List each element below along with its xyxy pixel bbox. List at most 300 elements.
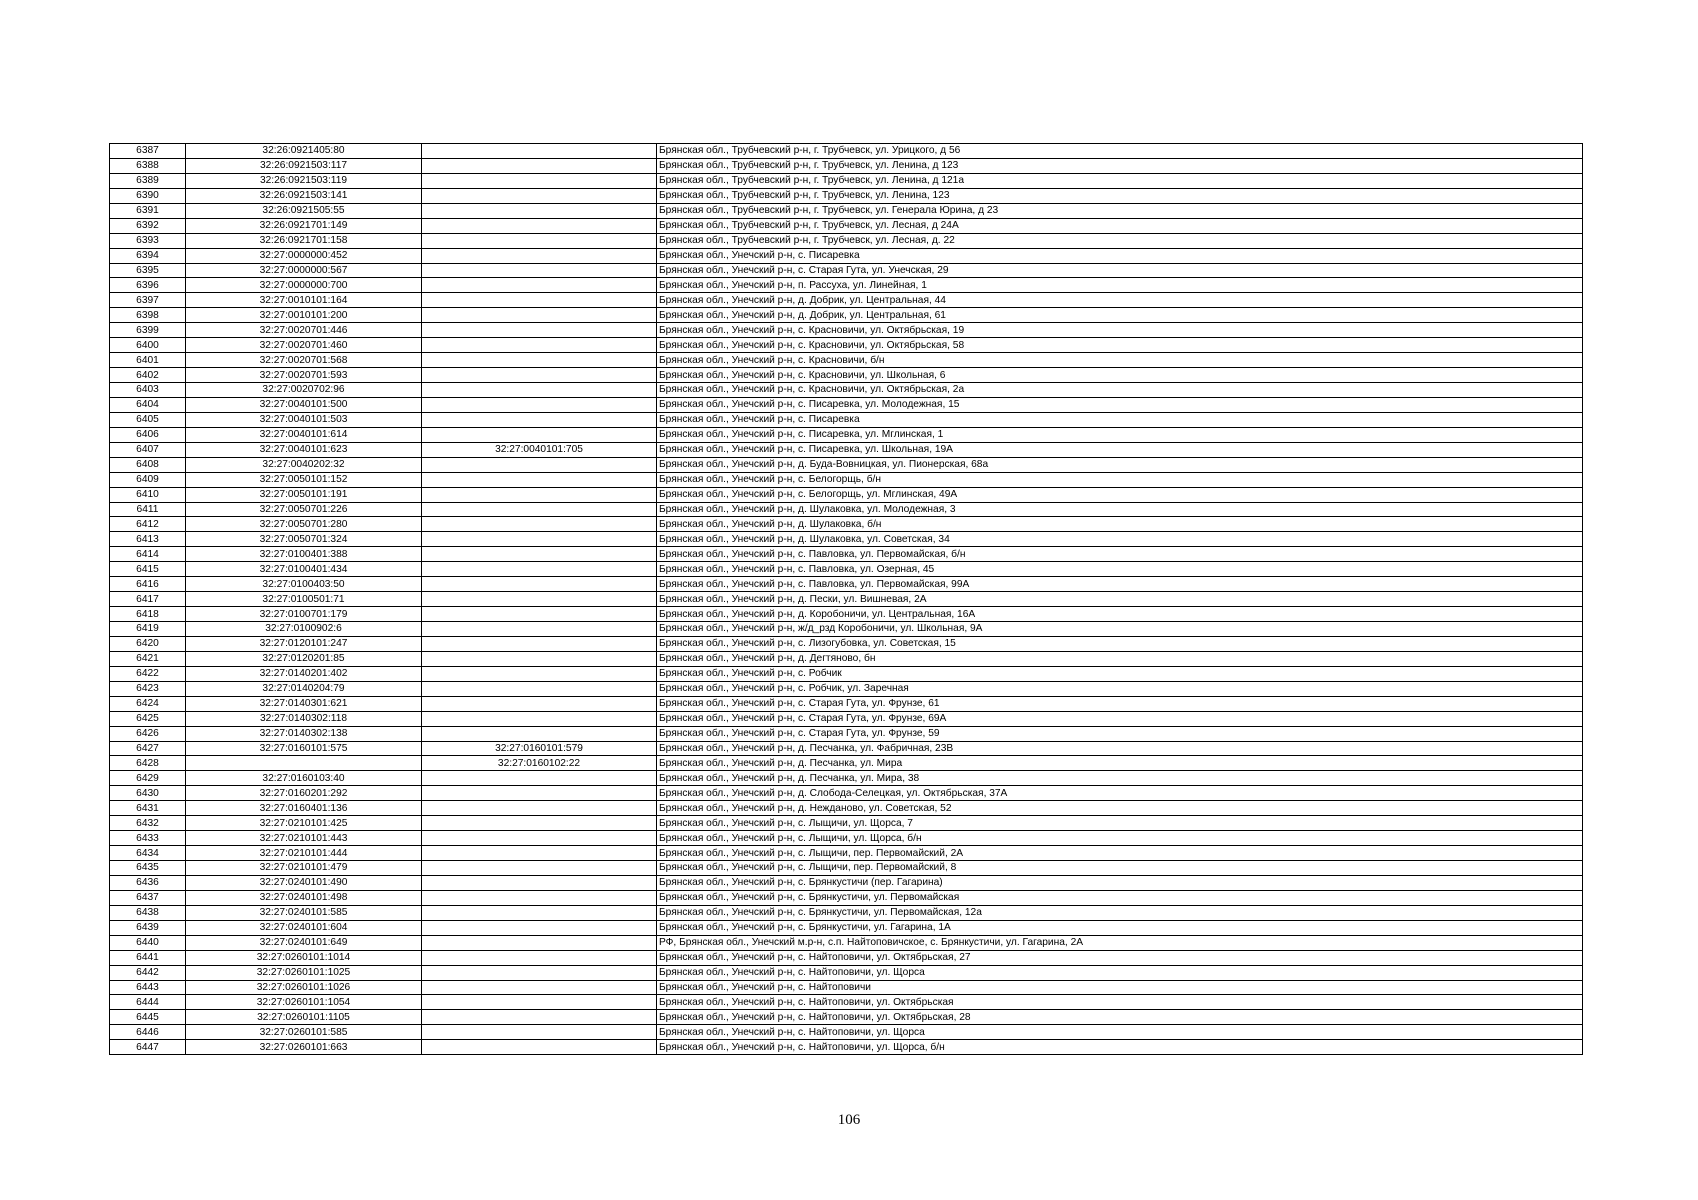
cadastral-number: 32:27:0210101:444 (186, 846, 422, 861)
table-row (110, 173, 1583, 188)
related-cadastral-number (422, 607, 657, 622)
row-number: 6426 (110, 726, 186, 741)
row-number: 6418 (110, 607, 186, 622)
row-number: 6398 (110, 308, 186, 323)
related-cadastral-number (422, 846, 657, 861)
row-number: 6395 (110, 263, 186, 278)
cadastral-number: 32:27:0120101:247 (186, 636, 422, 651)
table-row (110, 1010, 1583, 1025)
address: Брянская обл., Унечский р-н, д. Добрик, ул. Центральная, 44 (657, 293, 1583, 308)
row-number: 6413 (110, 532, 186, 547)
table-row (110, 905, 1583, 920)
address: Брянская обл., Унечский р-н, д. Буда-Вовницкая, ул. Пионерская, 68а (657, 457, 1583, 472)
related-cadastral-number (422, 383, 657, 398)
cadastral-number: 32:27:0100401:434 (186, 562, 422, 577)
cadastral-number: 32:27:0000000:700 (186, 278, 422, 293)
cadastral-number: 32:27:0050101:191 (186, 487, 422, 502)
cadastral-number: 32:27:0040202:32 (186, 457, 422, 472)
table-row (110, 308, 1583, 323)
cadastral-number: 32:27:0100401:388 (186, 547, 422, 562)
row-number: 6391 (110, 203, 186, 218)
related-cadastral-number (422, 905, 657, 920)
related-cadastral-number (422, 786, 657, 801)
table-row (110, 950, 1583, 965)
row-number: 6444 (110, 995, 186, 1010)
address: Брянская обл., Унечский р-н, с. Красновичи, ул. Октябрьская, 19 (657, 323, 1583, 338)
related-cadastral-number (422, 1040, 657, 1055)
cadastral-number: 32:27:0000000:452 (186, 248, 422, 263)
address: Брянская обл., Унечский р-н, с. Писаревка, ул. Школьная, 19А (657, 442, 1583, 457)
address: Брянская обл., Унечский р-н, с. Лизогубовка, ул. Советская, 15 (657, 636, 1583, 651)
cadastral-number: 32:27:0040101:614 (186, 427, 422, 442)
table-row (110, 741, 1583, 756)
cadastral-number: 32:27:0140302:138 (186, 726, 422, 741)
row-number: 6422 (110, 666, 186, 681)
table-row (110, 532, 1583, 547)
row-number: 6432 (110, 816, 186, 831)
table-row (110, 935, 1583, 950)
address: Брянская обл., Унечский р-н, д. Пески, ул. Вишневая, 2А (657, 592, 1583, 607)
related-cadastral-number (422, 248, 657, 263)
table-row (110, 801, 1583, 816)
address: РФ, Брянская обл., Унечский м.р-н, с.п. Найтоповичское, с. Брянкустичи, ул. Гагарина, 2А (657, 935, 1583, 950)
row-number: 6396 (110, 278, 186, 293)
address: Брянская обл., Унечский р-н, д. Песчанка, ул. Мира (657, 756, 1583, 771)
table-row (110, 726, 1583, 741)
table-row (110, 547, 1583, 562)
row-number: 6388 (110, 158, 186, 173)
address: Брянская обл., Унечский р-н, с. Лыщичи, ул. Щорса, 7 (657, 816, 1583, 831)
table-row (110, 681, 1583, 696)
related-cadastral-number (422, 517, 657, 532)
cadastral-number: 32:27:0020701:593 (186, 368, 422, 383)
table-row (110, 368, 1583, 383)
address: Брянская обл., Унечский р-н, с. Робчик (657, 666, 1583, 681)
row-number: 6440 (110, 935, 186, 950)
table-row (110, 771, 1583, 786)
table-row (110, 995, 1583, 1010)
address: Брянская обл., Унечский р-н, д. Песчанка, ул. Фабричная, 23В (657, 741, 1583, 756)
table-row (110, 144, 1583, 159)
cadastral-number: 32:26:0921503:141 (186, 188, 422, 203)
table-row (110, 636, 1583, 651)
table-row (110, 487, 1583, 502)
table-row (110, 786, 1583, 801)
cadastral-number: 32:27:0210101:425 (186, 816, 422, 831)
table-row (110, 158, 1583, 173)
cadastral-number: 32:27:0010101:164 (186, 293, 422, 308)
row-number: 6412 (110, 517, 186, 532)
cadastral-number (186, 756, 422, 771)
cadastral-number: 32:27:0260101:1025 (186, 965, 422, 980)
address: Брянская обл., Трубчевский р-н, г. Трубчевск, ул. Урицкого, д 56 (657, 144, 1583, 159)
cadastral-number: 32:27:0160101:575 (186, 741, 422, 756)
row-number: 6416 (110, 577, 186, 592)
row-number: 6415 (110, 562, 186, 577)
related-cadastral-number (422, 1025, 657, 1040)
address: Брянская обл., Унечский р-н, с. Красновичи, б/н (657, 353, 1583, 368)
table-row (110, 861, 1583, 876)
cadastral-number: 32:26:0921701:158 (186, 233, 422, 248)
cadastral-number: 32:27:0040101:503 (186, 412, 422, 427)
table-row (110, 756, 1583, 771)
address: Брянская обл., Унечский р-н, с. Брянкустичи, ул. Гагарина, 1А (657, 920, 1583, 935)
related-cadastral-number (422, 816, 657, 831)
address: Брянская обл., Унечский р-н, д. Слобода-Селецкая, ул. Октябрьская, 37А (657, 786, 1583, 801)
cadastral-number: 32:27:0000000:567 (186, 263, 422, 278)
related-cadastral-number (422, 502, 657, 517)
cadastral-number: 32:27:0260101:1105 (186, 1010, 422, 1025)
cadastral-number: 32:27:0240101:498 (186, 890, 422, 905)
row-number: 6387 (110, 144, 186, 159)
address: Брянская обл., Унечский р-н, с. Найтоповичи, ул. Октябрьская, 28 (657, 1010, 1583, 1025)
row-number: 6447 (110, 1040, 186, 1055)
cadastral-number: 32:27:0100701:179 (186, 607, 422, 622)
cadastral-number: 32:27:0010101:200 (186, 308, 422, 323)
address: Брянская обл., Унечский р-н, с. Павловка, ул. Озерная, 45 (657, 562, 1583, 577)
row-number: 6421 (110, 651, 186, 666)
cadastral-number: 32:26:0921505:55 (186, 203, 422, 218)
address: Брянская обл., Унечский р-н, д. Шулаковка, ул. Молодежная, 3 (657, 502, 1583, 517)
address: Брянская обл., Унечский р-н, д. Шулаковка, б/н (657, 517, 1583, 532)
cadastral-number: 32:27:0240101:604 (186, 920, 422, 935)
address: Брянская обл., Унечский р-н, д. Песчанка, ул. Мира, 38 (657, 771, 1583, 786)
cadastral-number: 32:27:0120201:85 (186, 651, 422, 666)
related-cadastral-number (422, 323, 657, 338)
table-row (110, 875, 1583, 890)
cadastral-number: 32:27:0100501:71 (186, 592, 422, 607)
cadastral-number: 32:27:0210101:443 (186, 831, 422, 846)
row-number: 6434 (110, 846, 186, 861)
related-cadastral-number (422, 726, 657, 741)
table-row (110, 457, 1583, 472)
table-row (110, 397, 1583, 412)
cadastral-number: 32:27:0210101:479 (186, 861, 422, 876)
address: Брянская обл., Унечский р-н, с. Старая Гута, ул. Фрунзе, 69А (657, 711, 1583, 726)
related-cadastral-number (422, 666, 657, 681)
row-number: 6406 (110, 427, 186, 442)
table-row (110, 412, 1583, 427)
related-cadastral-number (422, 935, 657, 950)
table-row (110, 980, 1583, 995)
cadastral-number: 32:27:0160401:136 (186, 801, 422, 816)
related-cadastral-number (422, 278, 657, 293)
table-row (110, 218, 1583, 233)
row-number: 6423 (110, 681, 186, 696)
row-number: 6410 (110, 487, 186, 502)
related-cadastral-number (422, 173, 657, 188)
cadastral-number: 32:27:0050701:226 (186, 502, 422, 517)
table-row (110, 1040, 1583, 1055)
row-number: 6445 (110, 1010, 186, 1025)
table-row (110, 607, 1583, 622)
address: Брянская обл., Трубчевский р-н, г. Трубчевск, ул. Ленина, 123 (657, 188, 1583, 203)
address: Брянская обл., Унечский р-н, с. Лыщичи, пер. Первомайский, 8 (657, 861, 1583, 876)
related-cadastral-number (422, 547, 657, 562)
cadastral-number: 32:26:0921503:117 (186, 158, 422, 173)
address: Брянская обл., Унечский р-н, с. Павловка, ул. Первомайская, б/н (657, 547, 1583, 562)
related-cadastral-number (422, 651, 657, 666)
related-cadastral-number (422, 308, 657, 323)
row-number: 6435 (110, 861, 186, 876)
address: Брянская обл., Унечский р-н, с. Писаревка (657, 412, 1583, 427)
related-cadastral-number (422, 995, 657, 1010)
table-row (110, 666, 1583, 681)
address: Брянская обл., Унечский р-н, д. Дегтяново, бн (657, 651, 1583, 666)
related-cadastral-number (422, 427, 657, 442)
table-row (110, 338, 1583, 353)
address: Брянская обл., Унечский р-н, ж/д_рзд Коробоничи, ул. Школьная, 9А (657, 622, 1583, 637)
related-cadastral-number (422, 144, 657, 159)
table-row (110, 965, 1583, 980)
address: Брянская обл., Унечский р-н, с. Старая Гута, ул. Фрунзе, 61 (657, 696, 1583, 711)
cadastral-number: 32:27:0160103:40 (186, 771, 422, 786)
address: Брянская обл., Унечский р-н, с. Найтоповичи, ул. Щорса (657, 965, 1583, 980)
related-cadastral-number (422, 158, 657, 173)
related-cadastral-number (422, 412, 657, 427)
address: Брянская обл., Унечский р-н, с. Лыщичи, пер. Первомайский, 2А (657, 846, 1583, 861)
table-row (110, 816, 1583, 831)
row-number: 6441 (110, 950, 186, 965)
table-row (110, 622, 1583, 637)
row-number: 6399 (110, 323, 186, 338)
table-row (110, 427, 1583, 442)
table-row (110, 890, 1583, 905)
address: Брянская обл., Унечский р-н, с. Найтоповичи, ул. Октябрьская, 27 (657, 950, 1583, 965)
address: Брянская обл., Унечский р-н, с. Найтоповичи, ул. Щорса (657, 1025, 1583, 1040)
row-number: 6428 (110, 756, 186, 771)
cadastral-number: 32:27:0050701:324 (186, 532, 422, 547)
row-number: 6429 (110, 771, 186, 786)
address: Брянская обл., Унечский р-н, с. Красновичи, ул. Октябрьская, 58 (657, 338, 1583, 353)
table-row (110, 831, 1583, 846)
table-row (110, 577, 1583, 592)
related-cadastral-number (422, 831, 657, 846)
row-number: 6420 (110, 636, 186, 651)
row-number: 6402 (110, 368, 186, 383)
property-table-body (110, 144, 1583, 1055)
address: Брянская обл., Унечский р-н, с. Найтоповичи, ул. Октябрьская (657, 995, 1583, 1010)
cadastral-number: 32:27:0260101:663 (186, 1040, 422, 1055)
related-cadastral-number (422, 801, 657, 816)
row-number: 6397 (110, 293, 186, 308)
related-cadastral-number: 32:27:0160102:22 (422, 756, 657, 771)
table-row (110, 562, 1583, 577)
address: Брянская обл., Трубчевский р-н, г. Трубчевск, ул. Генерала Юрина, д 23 (657, 203, 1583, 218)
related-cadastral-number (422, 681, 657, 696)
related-cadastral-number (422, 338, 657, 353)
row-number: 6442 (110, 965, 186, 980)
cadastral-number: 32:27:0100403:50 (186, 577, 422, 592)
cadastral-number: 32:27:0040101:623 (186, 442, 422, 457)
address: Брянская обл., Унечский р-н, с. Найтоповичи (657, 980, 1583, 995)
row-number: 6424 (110, 696, 186, 711)
row-number: 6439 (110, 920, 186, 935)
address: Брянская обл., Унечский р-н, с. Писаревка, ул. Мглинская, 1 (657, 427, 1583, 442)
row-number: 6433 (110, 831, 186, 846)
cadastral-number: 32:27:0040101:500 (186, 397, 422, 412)
related-cadastral-number: 32:27:0160101:579 (422, 741, 657, 756)
address: Брянская обл., Трубчевский р-н, г. Трубчевск, ул. Ленина, д 123 (657, 158, 1583, 173)
table-row (110, 472, 1583, 487)
address: Брянская обл., Унечский р-н, с. Белогорщь, ул. Мглинская, 49А (657, 487, 1583, 502)
related-cadastral-number (422, 218, 657, 233)
address: Брянская обл., Унечский р-н, п. Рассуха, ул. Линейная, 1 (657, 278, 1583, 293)
address: Брянская обл., Унечский р-н, с. Робчик, ул. Заречная (657, 681, 1583, 696)
address: Брянская обл., Унечский р-н, с. Красновичи, ул. Октябрьская, 2а (657, 383, 1583, 398)
related-cadastral-number (422, 920, 657, 935)
address: Брянская обл., Унечский р-н, с. Белогорщь, б/н (657, 472, 1583, 487)
row-number: 6407 (110, 442, 186, 457)
table-row (110, 248, 1583, 263)
table-row (110, 353, 1583, 368)
row-number: 6414 (110, 547, 186, 562)
address: Брянская обл., Трубчевский р-н, г. Трубчевск, ул. Лесная, д. 22 (657, 233, 1583, 248)
address: Брянская обл., Унечский р-н, с. Старая Гута, ул. Фрунзе, 59 (657, 726, 1583, 741)
table-row (110, 383, 1583, 398)
row-number: 6390 (110, 188, 186, 203)
cadastral-number: 32:27:0140201:402 (186, 666, 422, 681)
cadastral-number: 32:27:0260101:1014 (186, 950, 422, 965)
related-cadastral-number (422, 487, 657, 502)
table-row (110, 696, 1583, 711)
cadastral-number: 32:27:0240101:585 (186, 905, 422, 920)
cadastral-number: 32:27:0260101:1054 (186, 995, 422, 1010)
cadastral-number: 32:27:0050701:280 (186, 517, 422, 532)
row-number: 6431 (110, 801, 186, 816)
related-cadastral-number (422, 353, 657, 368)
row-number: 6417 (110, 592, 186, 607)
row-number: 6419 (110, 622, 186, 637)
row-number: 6427 (110, 741, 186, 756)
address: Брянская обл., Унечский р-н, д. Добрик, ул. Центральная, 61 (657, 308, 1583, 323)
cadastral-number: 32:27:0140204:79 (186, 681, 422, 696)
related-cadastral-number (422, 263, 657, 278)
row-number: 6443 (110, 980, 186, 995)
address: Брянская обл., Унечский р-н, с. Писаревка, ул. Молодежная, 15 (657, 397, 1583, 412)
related-cadastral-number (422, 861, 657, 876)
row-number: 6405 (110, 412, 186, 427)
cadastral-number: 32:27:0240101:490 (186, 875, 422, 890)
related-cadastral-number (422, 890, 657, 905)
row-number: 6436 (110, 875, 186, 890)
table-row (110, 711, 1583, 726)
table-row (110, 263, 1583, 278)
related-cadastral-number (422, 592, 657, 607)
related-cadastral-number (422, 577, 657, 592)
related-cadastral-number (422, 293, 657, 308)
row-number: 6404 (110, 397, 186, 412)
table-row (110, 188, 1583, 203)
row-number: 6408 (110, 457, 186, 472)
table-row (110, 233, 1583, 248)
address: Брянская обл., Унечский р-н, с. Брянкустичи, ул. Первомайская, 12а (657, 905, 1583, 920)
cadastral-number: 32:27:0020702:96 (186, 383, 422, 398)
page-number: 106 (837, 1112, 861, 1128)
cadastral-number: 32:27:0140301:621 (186, 696, 422, 711)
address: Брянская обл., Унечский р-н, с. Брянкустичи (пер. Гагарина) (657, 875, 1583, 890)
cadastral-number: 32:26:0921405:80 (186, 144, 422, 159)
row-number: 6393 (110, 233, 186, 248)
table-row (110, 278, 1583, 293)
related-cadastral-number (422, 965, 657, 980)
row-number: 6389 (110, 173, 186, 188)
table-row (110, 517, 1583, 532)
cadastral-number: 32:27:0260101:1026 (186, 980, 422, 995)
related-cadastral-number (422, 771, 657, 786)
address: Брянская обл., Унечский р-н, с. Красновичи, ул. Школьная, 6 (657, 368, 1583, 383)
row-number: 6400 (110, 338, 186, 353)
cadastral-number: 32:27:0050101:152 (186, 472, 422, 487)
row-number: 6394 (110, 248, 186, 263)
table-row (110, 651, 1583, 666)
related-cadastral-number (422, 711, 657, 726)
address: Брянская обл., Унечский р-н, с. Найтоповичи, ул. Щорса, б/н (657, 1040, 1583, 1055)
address: Брянская обл., Унечский р-н, с. Писаревка (657, 248, 1583, 263)
related-cadastral-number (422, 397, 657, 412)
row-number: 6401 (110, 353, 186, 368)
row-number: 6438 (110, 905, 186, 920)
table-row (110, 592, 1583, 607)
cadastral-number: 32:27:0020701:568 (186, 353, 422, 368)
cadastral-number: 32:27:0160201:292 (186, 786, 422, 801)
row-number: 6403 (110, 383, 186, 398)
cadastral-number: 32:27:0020701:460 (186, 338, 422, 353)
related-cadastral-number (422, 696, 657, 711)
table-row (110, 203, 1583, 218)
related-cadastral-number (422, 950, 657, 965)
address: Брянская обл., Унечский р-н, д. Коробоничи, ул. Центральная, 16А (657, 607, 1583, 622)
property-table (109, 143, 1583, 1055)
address: Брянская обл., Унечский р-н, д. Шулаковка, ул. Советская, 34 (657, 532, 1583, 547)
related-cadastral-number (422, 368, 657, 383)
address: Брянская обл., Унечский р-н, с. Павловка, ул. Первомайская, 99А (657, 577, 1583, 592)
related-cadastral-number (422, 457, 657, 472)
related-cadastral-number (422, 188, 657, 203)
cadastral-number: 32:27:0100902:6 (186, 622, 422, 637)
table-row (110, 442, 1583, 457)
row-number: 6411 (110, 502, 186, 517)
cadastral-number: 32:27:0240101:649 (186, 935, 422, 950)
related-cadastral-number (422, 562, 657, 577)
row-number: 6437 (110, 890, 186, 905)
address: Брянская обл., Трубчевский р-н, г. Трубчевск, ул. Лесная, д 24А (657, 218, 1583, 233)
table-row (110, 502, 1583, 517)
related-cadastral-number (422, 203, 657, 218)
related-cadastral-number (422, 233, 657, 248)
table-row (110, 1025, 1583, 1040)
cadastral-number: 32:26:0921701:149 (186, 218, 422, 233)
related-cadastral-number (422, 1010, 657, 1025)
related-cadastral-number (422, 622, 657, 637)
row-number: 6446 (110, 1025, 186, 1040)
row-number: 6425 (110, 711, 186, 726)
table-row (110, 293, 1583, 308)
related-cadastral-number (422, 980, 657, 995)
cadastral-number: 32:27:0140302:118 (186, 711, 422, 726)
related-cadastral-number (422, 636, 657, 651)
row-number: 6409 (110, 472, 186, 487)
address: Брянская обл., Трубчевский р-н, г. Трубчевск, ул. Ленина, д 121а (657, 173, 1583, 188)
address: Брянская обл., Унечский р-н, с. Лыщичи, ул. Щорса, б/н (657, 831, 1583, 846)
table-row (110, 323, 1583, 338)
related-cadastral-number (422, 472, 657, 487)
cadastral-number: 32:27:0020701:446 (186, 323, 422, 338)
related-cadastral-number (422, 875, 657, 890)
row-number: 6392 (110, 218, 186, 233)
address: Брянская обл., Унечский р-н, с. Старая Гута, ул. Унечская, 29 (657, 263, 1583, 278)
cadastral-number: 32:27:0260101:585 (186, 1025, 422, 1040)
